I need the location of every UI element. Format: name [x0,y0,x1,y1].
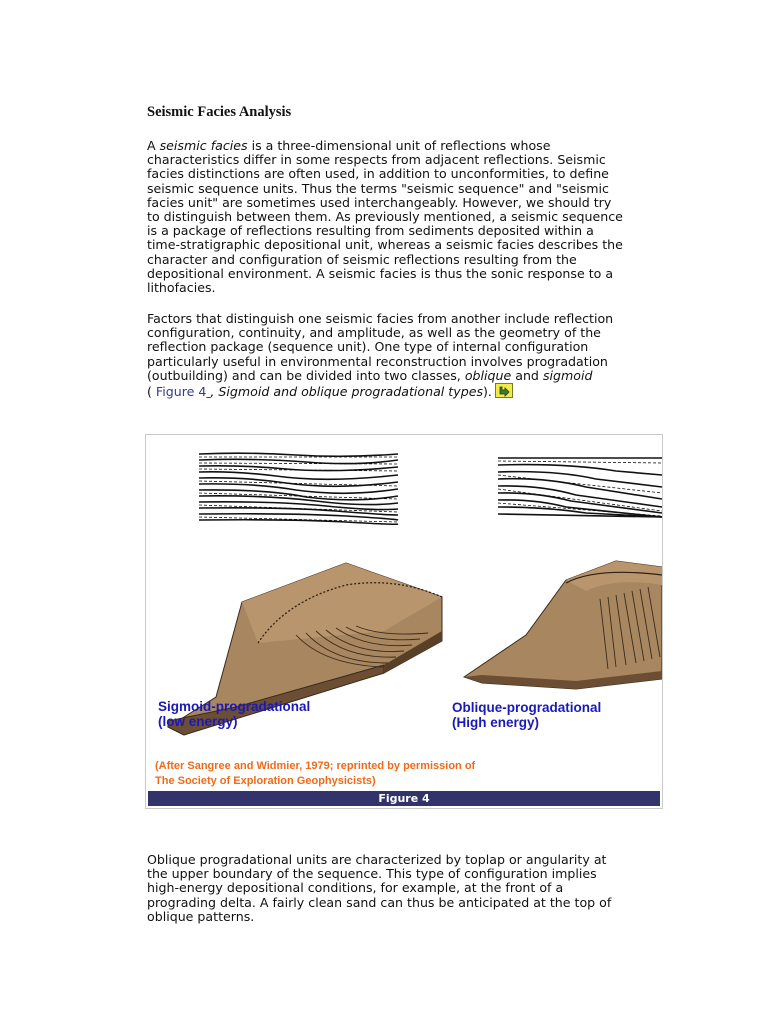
figure-caption-bar: Figure 4 [148,791,660,806]
figure-4 [145,434,663,809]
oblique-seismic-section [496,455,662,518]
paragraph-seismic-facies-definition [147,139,625,295]
p1-emphasis: seismic facies [159,138,248,153]
p2-text: Factors that distinguish one seismic facies from another include reflection configuration, continuity, and amplitude, as well as the geometry of the reflection package (sequence unit). One type of internal configuration particularly useful in environmental reconstruction involves progradation (outbuilding) and can be divided into two classes, [147,311,614,383]
paragraph-progradation [147,312,625,399]
p2-oblique: oblique [464,367,512,383]
p2-paren-close: ). [483,384,492,400]
p2-and: and [511,367,543,383]
p2-paren-open: ( [147,384,156,400]
label-low-energy: (low energy) [158,714,238,729]
label-sigmoid: Sigmoid-progradational [158,699,311,714]
figure-credit-line-1: (After Sangree and Widmier, 1979; reprinted by permission of [155,760,476,772]
label-oblique: Oblique-progradational [452,700,602,715]
sigmoid-seismic-section [198,451,398,525]
oblique-block-diagram [464,561,662,689]
goto-figure-icon[interactable] [495,383,513,398]
page-title: Seismic Facies Analysis [147,104,292,120]
progradation-illustration [146,435,662,791]
p2-figure-description: , Sigmoid and oblique progradational types [210,384,484,400]
p2-sigmoid: sigmoid [542,367,593,383]
p1-text-after: is a three-dimensional unit of reflections whose characteristics differ in some respects from adjacent reflections. Seismic facies distinctions are often used, in addition to unconformities, to define seismic sequence units. Thus the terms "seismic sequence" and "seismic facies unit" are sometimes used interchangeably. However, we should try to distinguish between them. As previously mentioned, a seismic sequence is a package of reflections resulting from sediments deposited within a time-stratigraphic depositional unit, whereas a seismic facies describes the character and configuration of seismic reflections resulting from the depositional environment. A seismic facies is thus the sonic response to a lithofacies. [147,138,623,296]
paragraph-oblique-units: Oblique progradational units are characterized by toplap or angularity at the upper boundary of the sequence. This type of configuration implies high-energy depositional conditions, for example, at the front of a prograding delta. A fairly clean sand can thus be anticipated at the top of oblique patterns. [147,852,612,924]
figure-credit-line-2: The Society of Exploration Geophysicists) [155,775,376,787]
p1-text-before: A [147,138,160,153]
figure-4-link[interactable]: Figure 4 [155,384,207,400]
label-high-energy: (High energy) [452,715,540,730]
